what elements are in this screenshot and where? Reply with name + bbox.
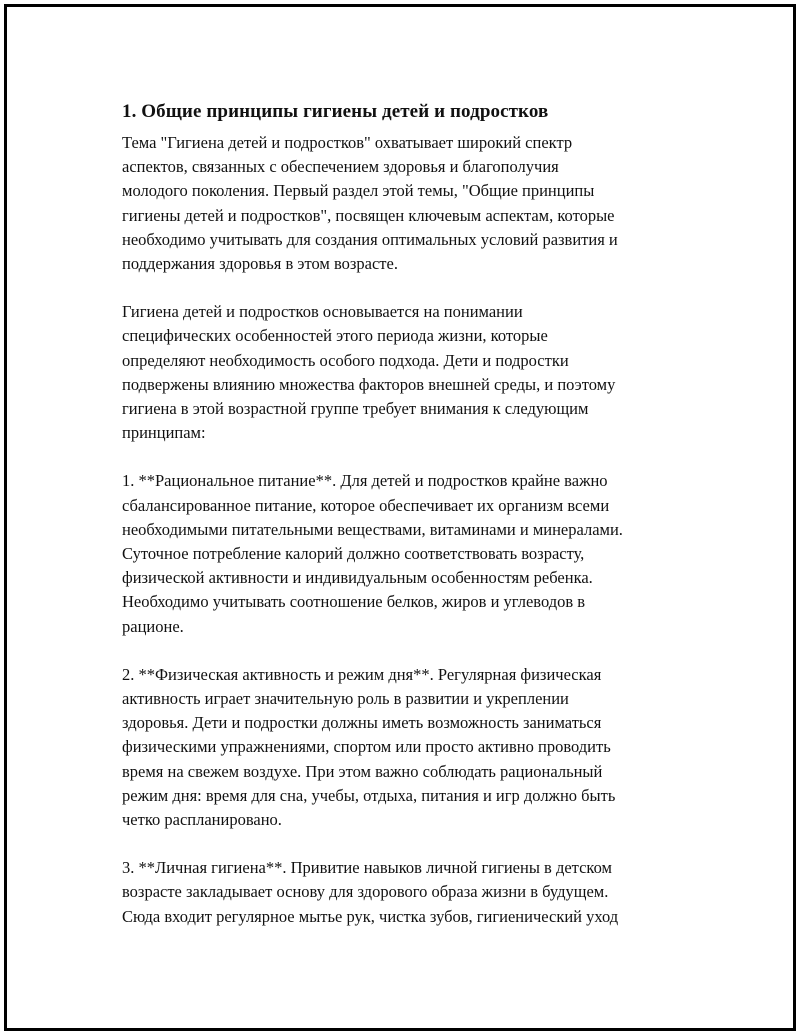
text-line: определяют необходимость особого подхода. Дети и подростки [122, 350, 569, 370]
text-line: 1. **Рациональное питание**. Для детей и подростков крайне важно [122, 471, 608, 491]
paragraph-hygiene [122, 856, 692, 929]
document-body [122, 99, 692, 953]
text-line: 2. **Физическая активность и режим дня**. Регулярная физическая [122, 664, 602, 684]
text-line: Суточное потребление калорий должно соответствовать возрасту, [122, 544, 585, 564]
text-line: сбалансированное питание, которое обеспечивает их организм всеми [122, 495, 610, 515]
paragraph-principles-intro [122, 300, 692, 445]
text-line: четко распланировано. [122, 810, 282, 830]
page-frame [4, 4, 796, 1031]
text-line: необходимыми питательными веществами, витаминами и минералами. [122, 519, 623, 539]
text-line: необходимо учитывать для создания оптимальных условий развития и [122, 229, 618, 249]
text-line: возрасте закладывает основу для здорового образа жизни в будущем. [122, 882, 609, 902]
text-line: здоровья. Дети и подростки должны иметь возможность заниматься [122, 713, 602, 733]
text-line: 3. **Личная гигиена**. Привитие навыков личной гигиены в детском [122, 858, 612, 878]
paragraph-intro [122, 131, 692, 276]
text-line: физической активности и индивидуальным особенностям ребенка. [122, 568, 593, 588]
text-line: принципам: [122, 423, 206, 443]
text-line: активность играет значительную роль в развитии и укреплении [122, 689, 569, 709]
text-line: рационе. [122, 616, 184, 636]
text-line: режим дня: время для сна, учебы, отдыха, питания и игр должно быть [122, 785, 616, 805]
text-line: поддержания здоровья в этом возрасте. [122, 254, 398, 274]
text-line: подвержены влиянию множества факторов внешней среды, и поэтому [122, 374, 616, 394]
text-line: Гигиена детей и подростков основывается на понимании [122, 302, 523, 322]
text-line: аспектов, связанных с обеспечением здоровья и благополучия [122, 157, 559, 177]
text-line: Тема "Гигиена детей и подростков" охватывает широкий спектр [122, 133, 573, 152]
paragraph-activity [122, 663, 692, 832]
text-line: время на свежем воздухе. При этом важно соблюдать рациональный [122, 761, 603, 781]
paragraph-nutrition [122, 469, 692, 638]
text-line: молодого поколения. Первый раздел этой темы, "Общие принципы [122, 181, 595, 201]
text-line: гигиена в этой возрастной группе требует внимания к следующим [122, 399, 589, 419]
text-line: Необходимо учитывать соотношение белков, жиров и углеводов в [122, 592, 586, 612]
text-line: специфических особенностей этого периода жизни, которые [122, 326, 548, 346]
text-line: физическими упражнениями, спортом или просто активно проводить [122, 737, 611, 757]
section-heading: 1. Общие принципы гигиены детей и подростков [122, 101, 549, 122]
text-line: гигиены детей и подростков", посвящен ключевым аспектам, которые [122, 205, 615, 225]
text-line: Сюда входит регулярное мытье рук, чистка зубов, гигиенический уход [122, 906, 619, 926]
